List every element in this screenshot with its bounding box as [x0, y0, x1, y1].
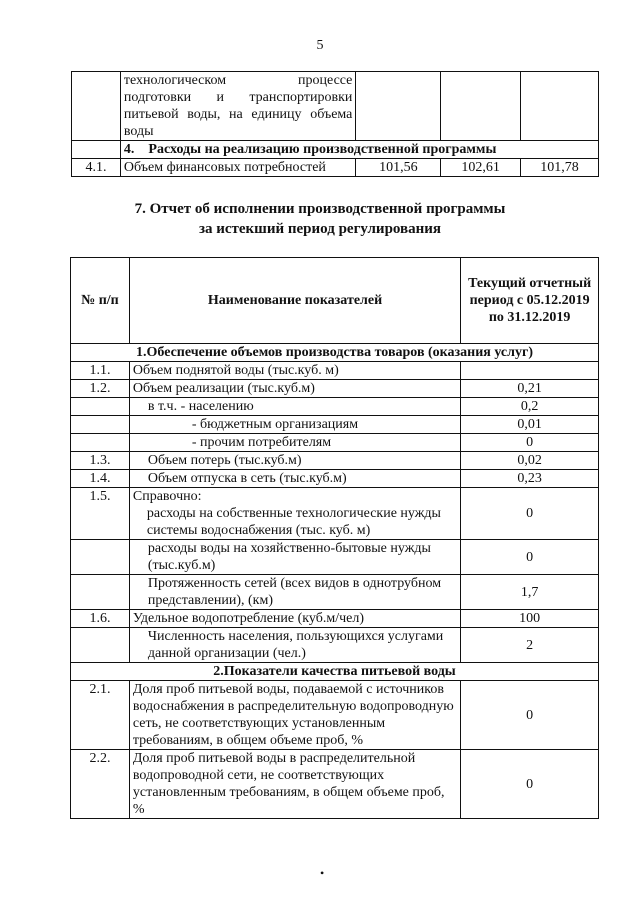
table-row: 2.1. Доля проб питьевой воды, подаваемой с источников водоснабжения в распределительную водопроводную сеть, не соответствующих установленным требованиям, в общем объеме проб, % 0	[71, 681, 599, 750]
table-row: Численность населения, пользующихся услугами данной организации (чел.) 2	[71, 628, 599, 663]
header-name: Наименование показателей	[129, 258, 460, 344]
section-title: 1.Обеспечение объемов производства товаров (оказания услуг)	[71, 344, 599, 362]
header-num: № п/п	[71, 258, 130, 344]
report-table	[70, 257, 599, 819]
table-row: 1.5. Справочно: расходы на собственные технологические нужды системы водоснабжения (тыс. куб. м) 0	[71, 488, 599, 540]
table-row: 1.3. Объем потерь (тыс.куб.м) 0,02	[71, 452, 599, 470]
program-table-continued	[71, 71, 599, 177]
table-row: 1.2. Объем реализации (тыс.куб.м) 0,21	[71, 380, 599, 398]
table-row: расходы воды на хозяйственно-бытовые нужды (тыс.куб.м) 0	[71, 540, 599, 575]
report-heading: 7. Отчет об исполнении производственной программы за истекший период регулирования	[134, 201, 506, 237]
section-title: 2.Показатели качества питьевой воды	[71, 663, 599, 681]
page-number: 5	[316, 38, 324, 53]
header-period: Текущий отчетный период с 05.12.2019 по 31.12.2019	[461, 258, 599, 344]
table-row: - бюджетным организациям 0,01	[71, 416, 599, 434]
header-row	[71, 258, 599, 344]
table-row: 1.1. Объем поднятой воды (тыс.куб. м)	[71, 362, 599, 380]
footer-mark: •	[320, 866, 325, 880]
cell-value: 101,56	[356, 159, 441, 177]
cell-name: технологическом процессе подготовки и транспортировки питьевой воды, на единицу объема воды	[120, 72, 356, 141]
cell-name: Объем финансовых потребностей	[120, 159, 356, 177]
section-row	[71, 344, 599, 362]
section-row	[72, 141, 599, 159]
table-row: 1.6. Удельное водопотребление (куб.м/чел) 100	[71, 610, 599, 628]
table-row: 1.4. Объем отпуска в сеть (тыс.куб.м) 0,23	[71, 470, 599, 488]
table-row: 2.2. Доля проб питьевой воды в распределительной водопроводной сети, не соответствующих установленным требованиям, в общем объеме проб, % 0	[71, 750, 599, 819]
table-row: Протяженность сетей (всех видов в однотрубном представлении), (км) 1,7	[71, 575, 599, 610]
table-row	[72, 72, 599, 141]
cell-value: 101,78	[521, 159, 599, 177]
table-row	[72, 159, 599, 177]
table-row: в т.ч. - населению 0,2	[71, 398, 599, 416]
cell-num: 4.1.	[72, 159, 121, 177]
table-row: - прочим потребителям 0	[71, 434, 599, 452]
cell-value: 102,61	[441, 159, 521, 177]
section-title: 4. Расходы на реализацию производственной программы	[120, 141, 598, 159]
section-row	[71, 663, 599, 681]
